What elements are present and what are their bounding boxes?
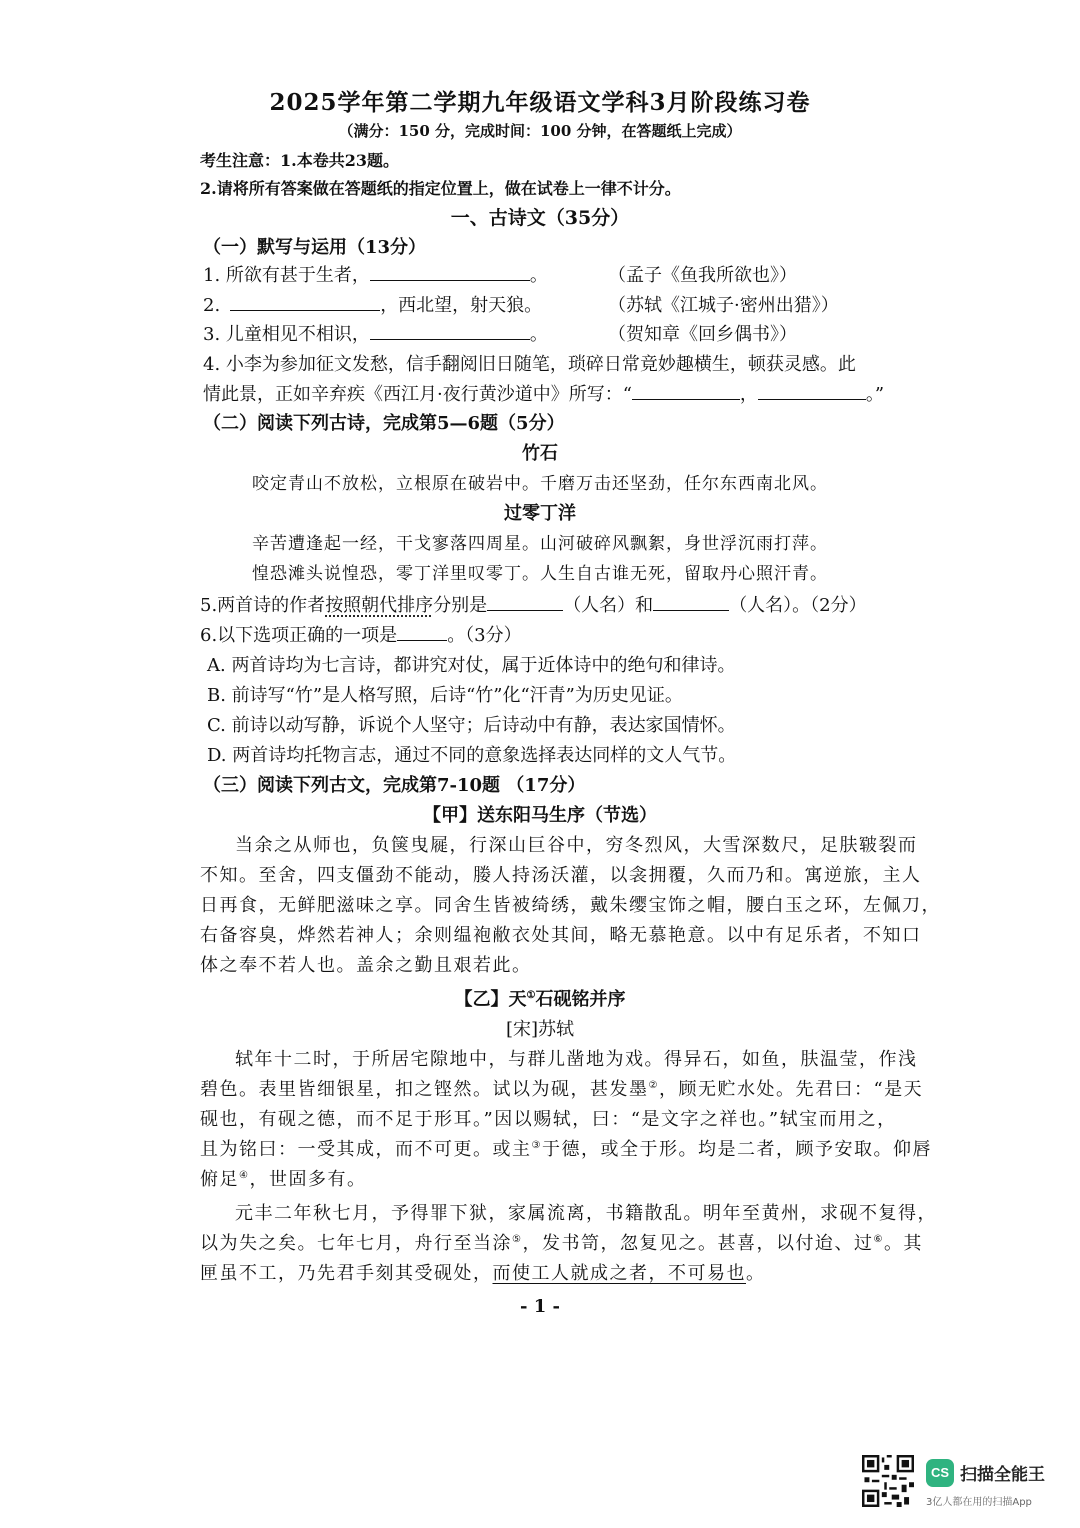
q4-blank-2[interactable] bbox=[758, 381, 866, 400]
q6-end: 。（3分） bbox=[447, 625, 522, 646]
text-b-line bbox=[200, 1259, 766, 1285]
part1-heading: （一）默写与运用（13分） bbox=[203, 237, 427, 258]
qr-code-icon bbox=[862, 1455, 914, 1507]
text-b-segment: 。 bbox=[746, 1263, 766, 1284]
text-b-line bbox=[200, 1075, 923, 1101]
q1-blank[interactable] bbox=[370, 262, 530, 281]
question-2 bbox=[203, 291, 542, 317]
q4-text: 情此景，正如辛弃疾《西江月·夜行黄沙道中》所写：“ bbox=[203, 384, 632, 405]
text-b-line bbox=[200, 1165, 366, 1191]
q5-text-3: （人名）和 bbox=[563, 595, 654, 616]
poem2-title: 过零丁洋 bbox=[504, 503, 576, 524]
text-b-title-end: 石砚铭并序 bbox=[535, 989, 626, 1010]
option-d[interactable]: D. 两首诗均托物言志，通过不同的意象选择表达同样的文人气节。 bbox=[207, 745, 737, 766]
q6-stem: 6.以下选项正确的一项是 bbox=[200, 625, 398, 646]
text-b-line: 元丰二年秋七月，予得罪下狱，家属流离，书籍散乱。明年至黄州，求砚不复得， bbox=[235, 1203, 937, 1224]
question-6 bbox=[200, 621, 522, 647]
text-b-title bbox=[0, 985, 1080, 1011]
option-c[interactable]: C. 前诗以动写静，诉说个人坚守；后诗动中有静，表达家国情怀。 bbox=[207, 715, 736, 736]
footnote-marker: ④ bbox=[239, 1170, 250, 1181]
text-a-title: 【甲】送东阳马生序（节选） bbox=[423, 805, 657, 826]
q1-text: 1. 所欲有甚于生者， bbox=[203, 265, 370, 286]
text-b-line: 砚也，有砚之德，而不足于形耳。”因以赐轼，曰：“是文字之祥也。”轼宝而用之， bbox=[200, 1109, 897, 1130]
poem1-title: 竹石 bbox=[522, 443, 558, 464]
q5-blank-1[interactable] bbox=[487, 592, 563, 611]
q3-text: 3. 儿童相见不相识， bbox=[203, 324, 370, 345]
text-a-line: 体之奉不若人也。盖余之勤且艰若此。 bbox=[200, 955, 532, 976]
notice-line-1: 考生注意：1.本卷共23题。 bbox=[200, 151, 399, 170]
q1-end: 。 bbox=[529, 265, 548, 286]
q4-end: 。” bbox=[865, 384, 885, 405]
text-b-line bbox=[200, 1229, 923, 1255]
text-b-segment: 以为失之矣。七年七月，舟行至当涂 bbox=[200, 1233, 512, 1254]
text-b-segment: ，发书笥，忽复见之。甚喜，以付迨、过 bbox=[522, 1233, 874, 1254]
part2-heading: （二）阅读下列古诗，完成第5—6题（5分） bbox=[203, 413, 565, 434]
q5-text-2: 分别是 bbox=[433, 595, 488, 616]
text-b-segment: 于德，或全于形。均是二者，顾予安取。仰唇 bbox=[541, 1139, 932, 1160]
q3-blank[interactable] bbox=[370, 321, 530, 340]
footnote-marker: ⑥ bbox=[873, 1234, 884, 1245]
q1-source: （孟子《鱼我所欲也》） bbox=[608, 265, 797, 286]
poem2-line-2: 惶恐滩头说惶恐，零丁洋里叹零丁。人生自古谁无死，留取丹心照汗青。 bbox=[252, 564, 828, 584]
q2-source: （苏轼《江城子·密州出猎》） bbox=[608, 295, 839, 316]
question-1 bbox=[203, 261, 548, 287]
footnote-marker: ① bbox=[526, 990, 536, 1001]
footnote-marker: ② bbox=[648, 1080, 659, 1091]
option-a[interactable]: A. 两首诗均为七言诗，都讲究对仗，属于近体诗中的绝句和律诗。 bbox=[207, 655, 736, 676]
exam-subtitle: （满分：150 分，完成时间：100 分钟，在答题纸上完成） bbox=[338, 122, 742, 140]
page-number: - 1 - bbox=[520, 1296, 560, 1317]
underlined-sentence: 而使工人就成之者，不可易也 bbox=[492, 1263, 746, 1284]
question-4-line-2 bbox=[203, 380, 884, 406]
text-a-line: 日再食，无鲜肥滋味之享。同舍生皆被绮绣，戴朱缨宝饰之帽，腰白玉之环，左佩刀， bbox=[200, 895, 941, 916]
text-b-line bbox=[200, 1135, 932, 1161]
footnote-marker: ③ bbox=[531, 1140, 542, 1151]
scanner-brand: 扫描全能王 bbox=[960, 1465, 1045, 1485]
notice-line-2: 2.请将所有答案做在答题纸的指定位置上，做在试卷上一律不计分。 bbox=[200, 179, 681, 198]
q4-line-1: 4. 小李为参加征文发愁，信手翻阅旧日随笔，琐碎日常竟妙趣横生，顿获灵感。此 bbox=[203, 354, 856, 375]
text-b-author: [宋]苏轼 bbox=[505, 1019, 575, 1040]
text-a-line: 右备容臭，烨然若神人；余则缊袍敝衣处其间，略无慕艳意。以中有足乐者，不知口 bbox=[200, 925, 922, 946]
question-5 bbox=[200, 591, 867, 617]
text-b-segment: 俯足 bbox=[200, 1169, 239, 1190]
text-b-segment: ，顾无贮水处。先君曰：“是天 bbox=[658, 1079, 924, 1100]
footnote-marker: ⑤ bbox=[512, 1234, 523, 1245]
text-b-segment: ，世固多有。 bbox=[249, 1169, 367, 1190]
text-a-line: 当余之从师也，负箧曳屣，行深山巨谷中，穷冬烈风，大雪深数尺，足肤皲裂而 bbox=[235, 835, 918, 856]
option-b[interactable]: B. 前诗写“竹”是人格写照，后诗“竹”化“汗青”为历史见证。 bbox=[207, 685, 683, 706]
text-b-segment: 匣虽不工，乃先君手刻其受砚处， bbox=[200, 1263, 493, 1284]
q5-blank-2[interactable] bbox=[653, 592, 729, 611]
text-b-title-start: 【乙】天 bbox=[454, 989, 527, 1010]
q2-text: ，西北望，射天狼。 bbox=[380, 295, 543, 316]
q5-end: （人名）。（2分） bbox=[729, 595, 867, 616]
poem1-text: 咬定青山不放松，立根原在破岩中。千磨万击还坚劲，任尔东西南北风。 bbox=[252, 474, 828, 494]
q3-source: （贺知章《回乡偶书》） bbox=[608, 324, 797, 345]
q3-end: 。 bbox=[529, 324, 548, 345]
q5-emphasis: 按照朝代排序 bbox=[325, 595, 434, 616]
text-b-line: 轼年十二时，于所居宅隙地中，与群儿凿地为戏。得异石，如鱼，肤温莹，作浅 bbox=[235, 1049, 918, 1070]
q2-number: 2. bbox=[203, 295, 221, 316]
q6-blank[interactable] bbox=[397, 622, 447, 641]
question-3 bbox=[203, 320, 548, 346]
q4-blank-1[interactable] bbox=[632, 381, 740, 400]
q4-comma: ， bbox=[739, 384, 758, 405]
poem2-line-1: 辛苦遭逢起一经，干戈寥落四周星。山河破碎风飘絮，身世浮沉雨打萍。 bbox=[252, 534, 828, 554]
part3-heading: （三）阅读下列古文，完成第7-10题 （17分） bbox=[203, 775, 586, 796]
section-heading: 一、古诗文（35分） bbox=[450, 207, 630, 229]
scanner-watermark bbox=[862, 1455, 1062, 1515]
text-b-segment: 碧色。表里皆细银星，扣之铿然。试以为砚，甚发墨 bbox=[200, 1079, 649, 1100]
scanner-logo-icon: CS bbox=[926, 1459, 954, 1487]
scanner-tagline: 3亿人都在用的扫描App bbox=[926, 1497, 1032, 1508]
exam-title: 2025学年第二学期九年级语文学科3月阶段练习卷 bbox=[269, 89, 811, 116]
text-b-segment: 。其 bbox=[883, 1233, 923, 1254]
text-a-line: 不知。至舍，四支僵劲不能动，媵人持汤沃灌，以衾拥覆，久而乃和。寓逆旅，主人 bbox=[200, 865, 922, 886]
q5-text: 5.两首诗的作者 bbox=[200, 595, 326, 616]
q2-blank[interactable] bbox=[230, 292, 380, 311]
text-b-segment: 且为铭曰：一受其成，而不可更。或主 bbox=[200, 1139, 532, 1160]
